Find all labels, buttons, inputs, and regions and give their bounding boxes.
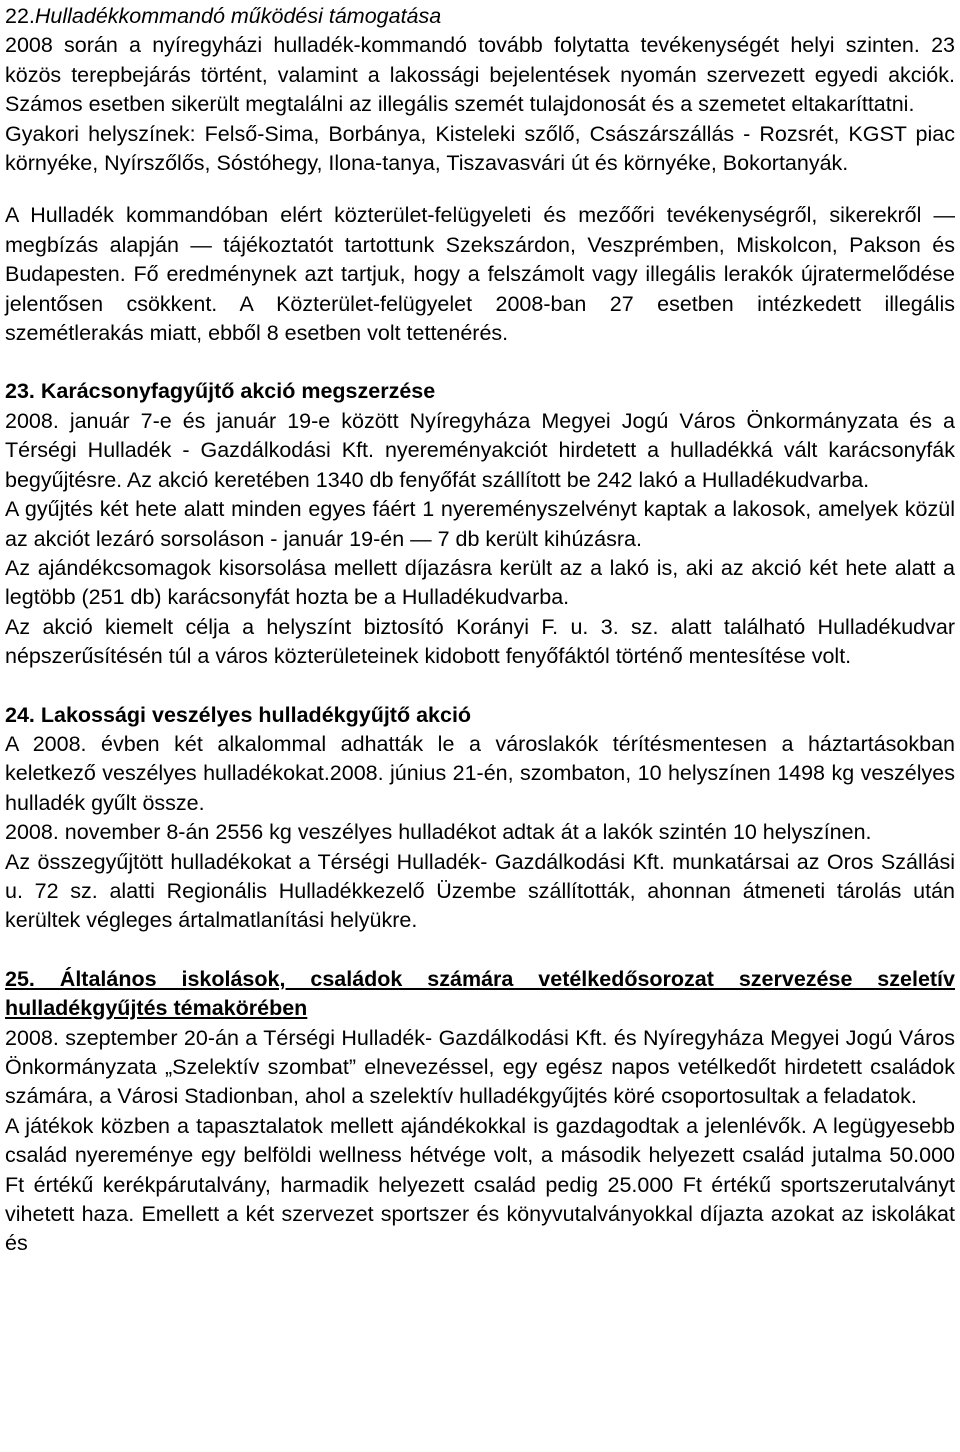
section-23-paragraph-2: A gyűjtés két hete alatt minden egyes fáért 1 nyereményszelvényt kaptak a lakosok, amelyek közül az akciót lezáró sorsoláson - január 19-én — 7 db került kihúzásra. xyxy=(5,497,955,551)
section-22-paragraph-3: A Hulladék kommandóban elért közterület-felügyeleti és mezőőri tevékenységről, sikerekről — megbízás alapján — tájékoztatót tartottunk Szekszárdon, Veszprémben, Miskolcon, Pakson és Budapesten. Fő eredménynek azt tartjuk, hogy a felszámolt vagy illegális lerakók újratermelődése jelentősen csökkent. A Közterület-felügyelet 2008-ban 27 esetben intézkedett illegális szemétlerakás miatt, ebből 8 esetben volt tettenérés. xyxy=(5,203,955,346)
section-24-paragraph-3: Az összegyűjtött hulladékokat a Térségi Hulladék- Gazdálkodási Kft. munkatársai az Oros Szállási u. 72 sz. alatti Regionális Hulladékkezelő Üzembe szállították, ahonnan átmeneti tárolás után kerültek végleges ártalmatlanítási helyükre. xyxy=(5,849,955,933)
section-23-paragraph-4: Az akció kiemelt célja a helyszínt biztosító Korányi F. u. 3. sz. alatt található Hulladékudvar népszerűsítésén túl a város közterületeinek kidobott fenyőfáktól történő mentesítése volt. xyxy=(5,614,955,669)
section-23-paragraph-3: Az ajándékcsomagok kisorsolása mellett díjazásra került az a lakó is, aki az akció két hete alatt a legtöbb (251 db) karácsonyfát hozta be a Hulladékudvarba. xyxy=(5,555,955,610)
document-page xyxy=(5,2,955,1259)
section-23-paragraph-1: 2008. január 7-e és január 19-e között Nyíregyháza Megyei Jogú Város Önkormányzata és a Térségi Hulladék - Gazdálkodási Kft. nyereményakciót hirdetett a hulladékká vált karácsonyfák begyűjtésre. Az akció keretében 1340 db fenyőfát szállított be 242 lakó a Hulladékudvarba. xyxy=(5,408,955,492)
spacer xyxy=(5,936,955,965)
section-24-paragraph-2: 2008. november 8-án 2556 kg veszélyes hulladékot adtak át a lakók szintén 10 helyszínen. xyxy=(5,820,872,845)
section-25-heading: 25. Általános iskolások, családok számára vetélkedősorozat szervezése szeletív hulladékgyűjtés témakörében xyxy=(5,966,955,1021)
spacer xyxy=(5,348,955,377)
spacer xyxy=(5,672,955,701)
section-22-title: Hulladékkommandó működési támogatása xyxy=(34,4,442,28)
section-22-paragraph-2: Gyakori helyszínek: Felső-Sima, Borbánya, Kisteleki szőlő, Császárszállás - Rozsrét, KGST piac környéke, Nyírszőlős, Sóstóhegy, Ilona-tanya, Tiszavasvári út és környéke, Bokortanyák. xyxy=(5,121,955,176)
section-24-paragraph-1: A 2008. évben két alkalommal adhatták le a városlakók térítésmentesen a háztartásokban keletkező veszélyes hulladékokat.2008. június 21-én, szombaton, 10 helyszínen 1498 kg veszélyes hulladék gyűlt össze. xyxy=(5,731,955,815)
section-25-paragraph-2: A játékok közben a tapasztalatok mellett ajándékokkal is gazdagodtak a jelenlévők. A legügyesebb család nyereménye egy belföldi wellness hétvége volt, a második helyezett család jutalma 50.000 Ft értékű kerékpárutalvány, harmadik helyezett család pedig 25.000 Ft értékű sportszerutalványt vihetett haza. Emellett a két szervezet sportszer és könyvutalványokkal díjazta azokat az iskolákat és xyxy=(5,1113,955,1256)
section-22-paragraph-1: 2008 során a nyíregyházi hulladék-kommandó tovább folytatta tevékenységét helyi szinten. 23 közös terepbejárás történt, valamint a lakossági bejelentések nyomán szervezett egyedi akciók. Számos esetben sikerült megtalálni az illegális szemét tulajdonosát és a szemetet eltakaríttatni. xyxy=(5,33,955,117)
section-22-heading xyxy=(5,2,955,31)
section-23-heading: 23. Karácsonyfagyűjtő akció megszerzése xyxy=(5,379,436,404)
spacer xyxy=(5,178,955,201)
section-24-heading: 24. Lakossági veszélyes hulladékgyűjtő akció xyxy=(5,702,472,727)
section-25-paragraph-1: 2008. szeptember 20-án a Térségi Hulladék- Gazdálkodási Kft. és Nyíregyháza Megyei Jogú Város Önkormányzata „Szelektív szombat” elnevezéssel, egy egész napos vetélkedőt hirdetett családok számára, a Városi Stadionban, ahol a szelektív hulladékgyűjtés köré csoportosultak a feladatok. xyxy=(5,1025,955,1109)
section-22-number: 22. xyxy=(5,4,35,28)
